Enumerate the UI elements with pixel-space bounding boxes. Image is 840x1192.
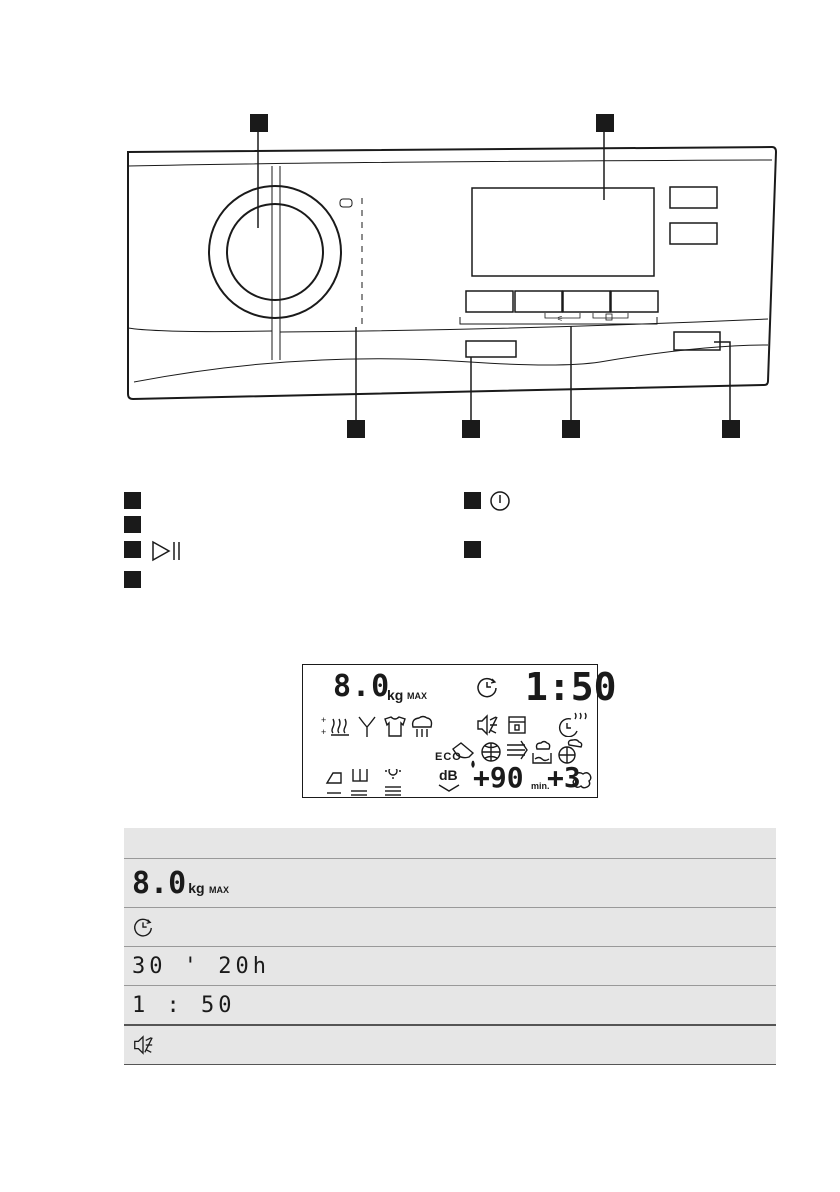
time-symbol: 1 : 50 bbox=[132, 992, 236, 1018]
callout-5 bbox=[562, 420, 580, 438]
row-description bbox=[390, 1025, 776, 1065]
legend-marker-5 bbox=[464, 492, 481, 509]
svg-text:+: + bbox=[321, 715, 327, 725]
display-window bbox=[472, 188, 654, 276]
header-symbol bbox=[124, 828, 390, 859]
table-row bbox=[124, 908, 776, 947]
weight-symbol: 8.0 bbox=[132, 865, 187, 901]
option-icons-left bbox=[321, 713, 441, 739]
legend-marker-2 bbox=[124, 516, 141, 533]
chevron-down-icon bbox=[437, 783, 461, 793]
steam-time-icon bbox=[557, 709, 587, 737]
table-header bbox=[124, 828, 776, 859]
sound-off-icon bbox=[475, 713, 499, 737]
child-lock-icon bbox=[507, 715, 527, 735]
extra-time-unit: min. bbox=[531, 781, 550, 791]
callout-6 bbox=[722, 420, 740, 438]
row-description bbox=[390, 859, 776, 908]
header-description bbox=[390, 828, 776, 859]
table-row bbox=[124, 1025, 776, 1065]
callout-2 bbox=[596, 114, 614, 132]
table-row bbox=[124, 859, 776, 908]
weight-max: MAX bbox=[407, 691, 427, 701]
callout-1 bbox=[250, 114, 268, 132]
delay-start-icon bbox=[132, 916, 154, 938]
weight-symbol-max: MAX bbox=[208, 884, 229, 895]
row-description bbox=[390, 947, 776, 986]
legend-marker-4 bbox=[124, 571, 141, 588]
sound-off-icon bbox=[132, 1034, 154, 1056]
db-label: dB bbox=[439, 767, 458, 783]
display-diagram bbox=[302, 664, 617, 798]
legend-marker-3 bbox=[124, 541, 141, 558]
svg-text:+: + bbox=[321, 727, 327, 737]
row-description bbox=[390, 908, 776, 947]
callout-4 bbox=[462, 420, 480, 438]
program-knob bbox=[209, 186, 341, 318]
row-description bbox=[390, 986, 776, 1026]
legend-marker-1 bbox=[124, 492, 141, 509]
svg-text:⚟: ⚟ bbox=[557, 315, 564, 323]
play-pause-icon bbox=[150, 540, 182, 562]
extra-rinse: +3 bbox=[547, 761, 581, 794]
symbols-table bbox=[124, 828, 776, 1065]
dryness-icons bbox=[323, 769, 419, 799]
table-row bbox=[124, 947, 776, 986]
delay-time-symbol: 30 ' 20h bbox=[132, 953, 270, 979]
anti-crease-icon bbox=[571, 769, 593, 791]
callout-3 bbox=[347, 420, 365, 438]
weight-unit: kg bbox=[387, 687, 404, 703]
weight-value: 8.0 bbox=[333, 669, 391, 704]
start-pause-button bbox=[466, 341, 516, 357]
eco-label: ECO bbox=[435, 751, 462, 763]
extra-time: +90 bbox=[473, 761, 524, 794]
legend-marker-6 bbox=[464, 541, 481, 558]
time-value: 1:50 bbox=[525, 665, 617, 709]
table-row bbox=[124, 986, 776, 1026]
weight-symbol-unit: kg bbox=[188, 879, 205, 896]
delay-start-icon bbox=[475, 675, 499, 699]
power-icon bbox=[488, 489, 512, 513]
control-panel-illustration bbox=[0, 0, 840, 460]
